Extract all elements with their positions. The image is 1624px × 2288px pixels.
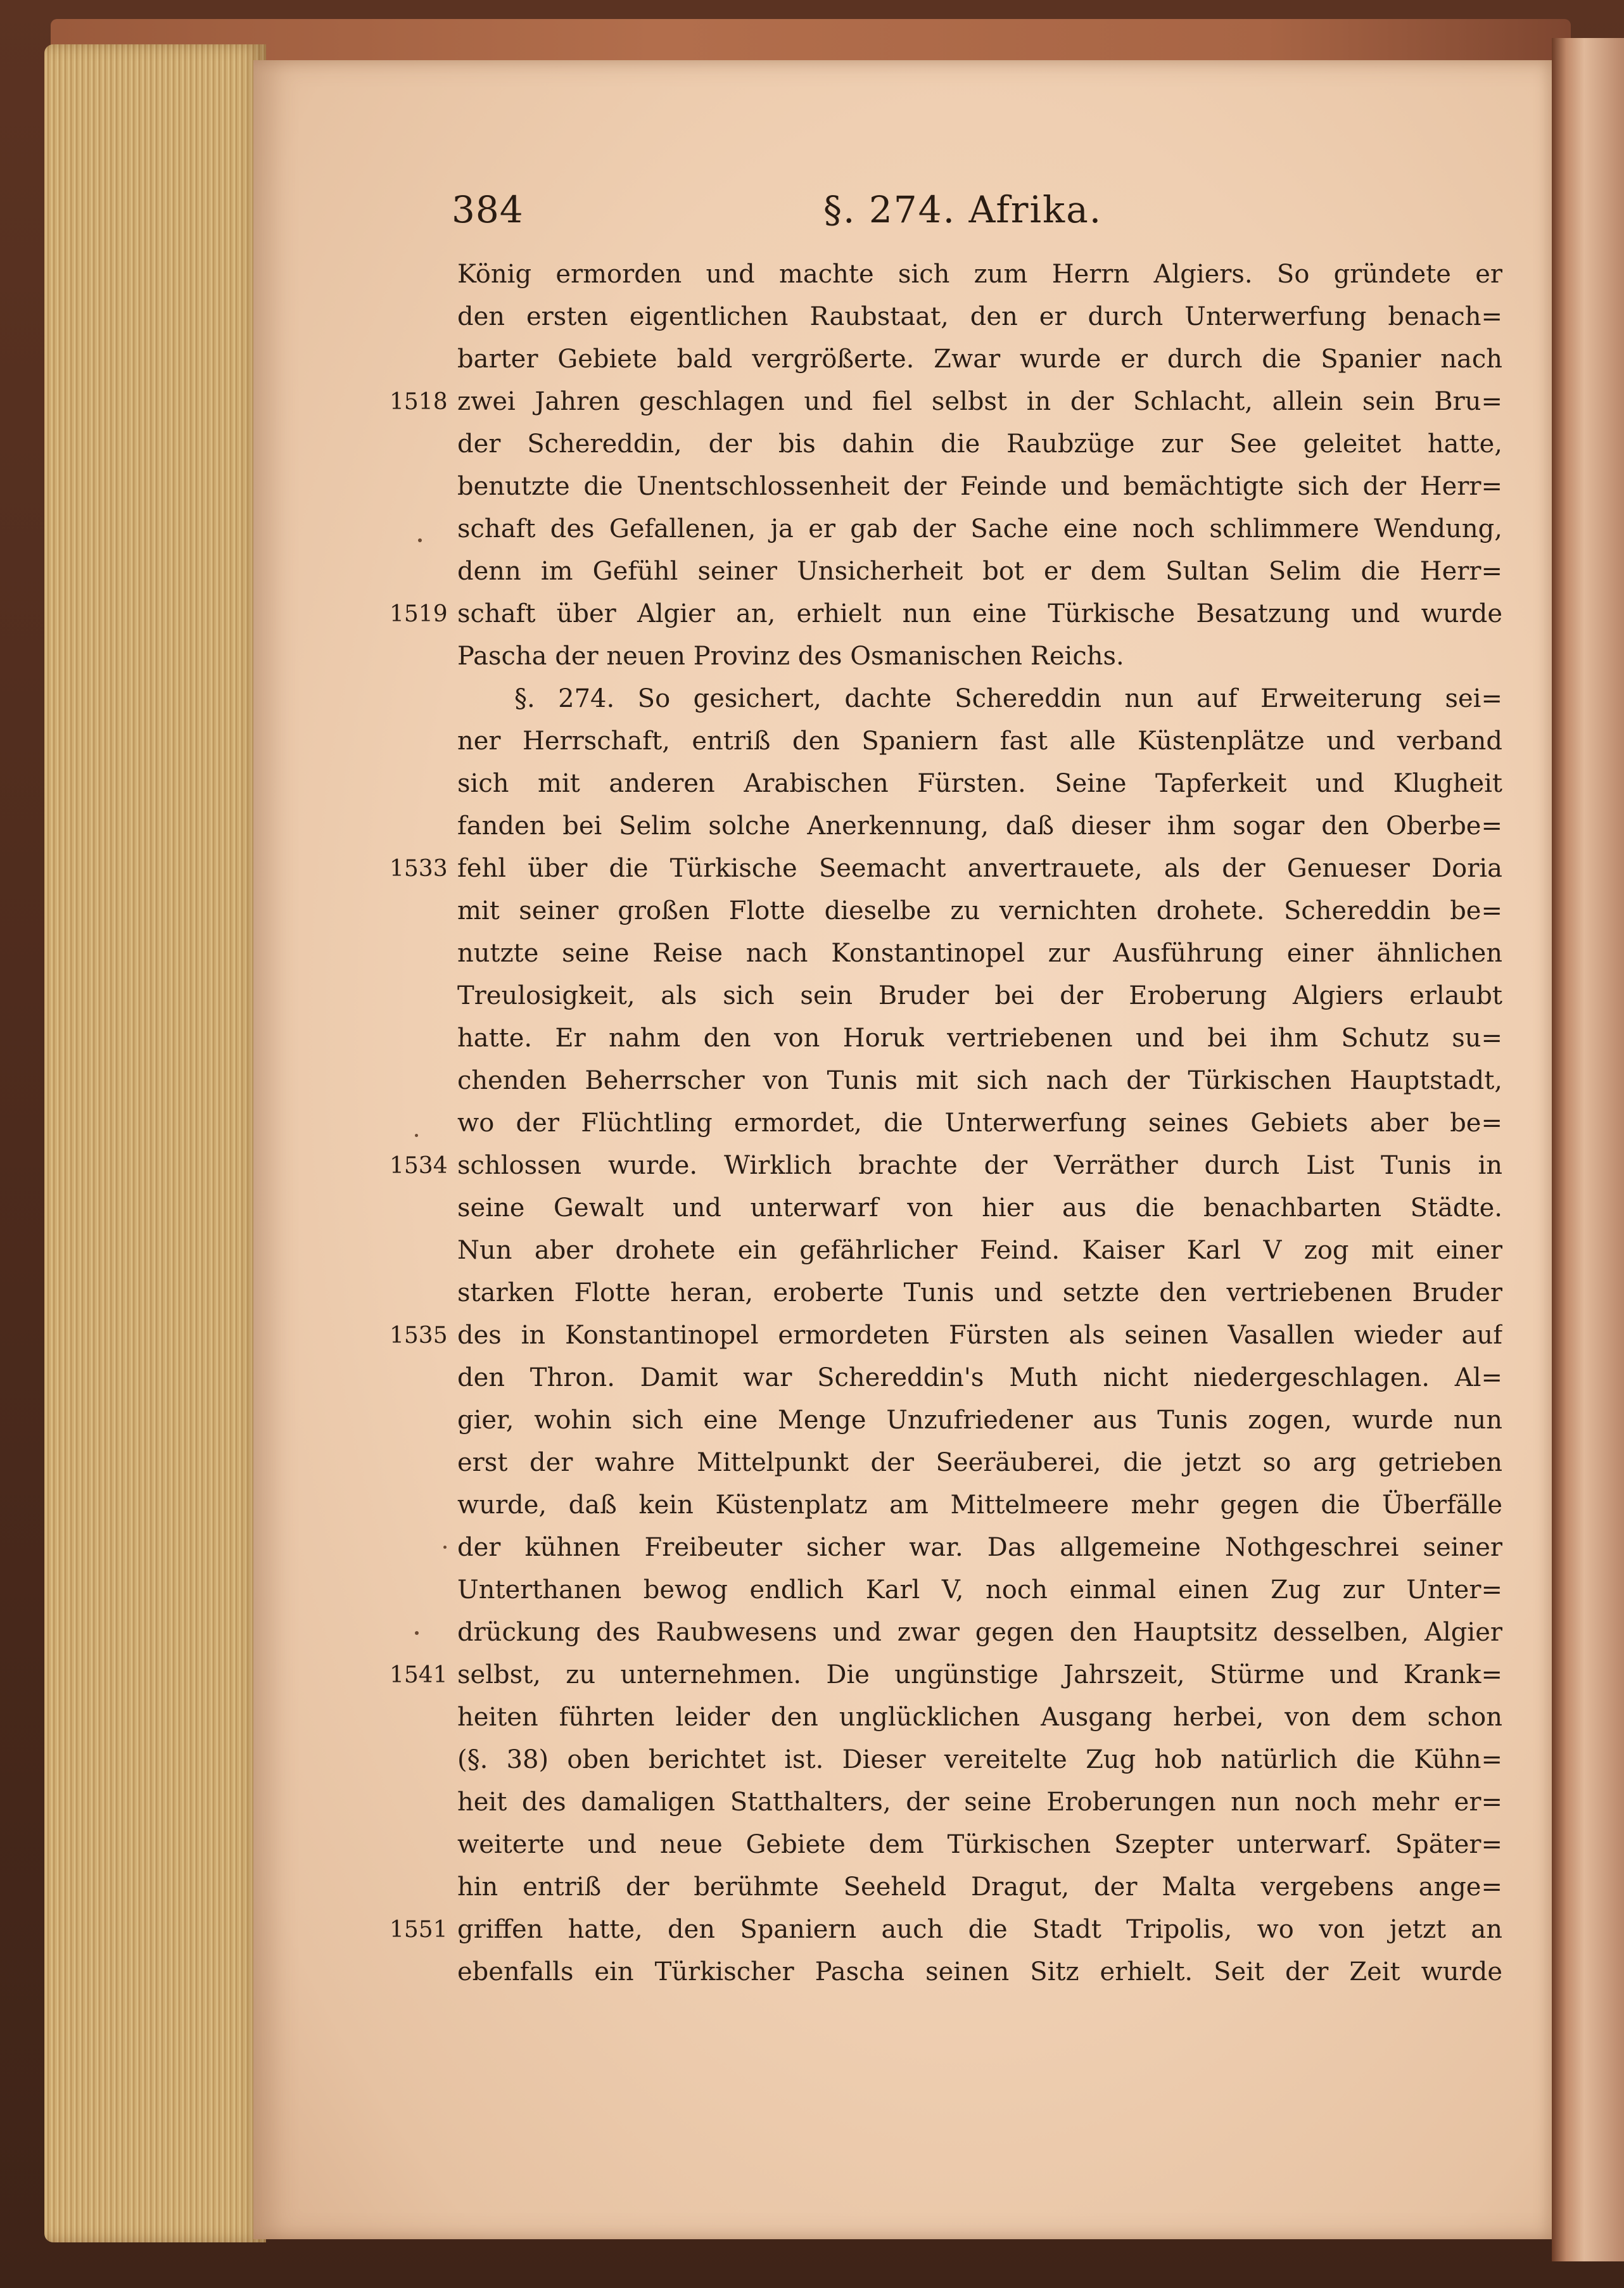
text-line: seine Gewalt und unterwarf von hier aus die benachbarten Städte. — [457, 1193, 1502, 1223]
text-line: den Thron. Damit war Schereddin's Muth nicht niedergeschlagen. Al= — [457, 1363, 1502, 1392]
text-line: denn im Gefühl seiner Unsicherheit bot er dem Sultan Selim die Herr= — [457, 557, 1502, 586]
text-line: ebenfalls ein Türkischer Pascha seinen Sitz erhielt. Seit der Zeit wurde — [457, 1957, 1502, 1986]
text-line: fehl über die Türkische Seemacht anvertrauete, als der Genueser Doria — [457, 854, 1502, 883]
text-line: selbst, zu unternehmen. Die ungünstige Jahrszeit, Stürme und Krank= — [457, 1660, 1502, 1689]
text-line: des in Konstantinopel ermordeten Fürsten als seinen Vasallen wieder auf — [457, 1321, 1502, 1350]
text-line: starken Flotte heran, eroberte Tunis und setzte den vertriebenen Bruder — [457, 1278, 1502, 1307]
text-line: erst der wahre Mittelpunkt der Seeräuberei, die jetzt so arg getrieben — [457, 1448, 1502, 1477]
page-header — [452, 188, 1503, 239]
margin-year: 1541 — [390, 1662, 448, 1688]
text-line: drückung des Raubwesens und zwar gegen den Hauptsitz desselben, Algier — [457, 1618, 1502, 1647]
paper-speck — [415, 1631, 419, 1635]
text-line: heit des damaligen Statthalters, der seine Eroberungen nun noch mehr er= — [457, 1788, 1502, 1817]
text-line: weiterte und neue Gebiete dem Türkischen Szepter unterwarf. Später= — [457, 1830, 1502, 1859]
running-head: §. 274. Afrika. — [823, 188, 1103, 231]
text-line: barter Gebiete bald vergrößerte. Zwar wurde er durch die Spanier nach — [457, 345, 1502, 374]
text-line: König ermorden und machte sich zum Herrn Algiers. So gründete er — [457, 260, 1502, 289]
text-line: wurde, daß kein Küstenplatz am Mittelmeere mehr gegen die Überfälle — [457, 1490, 1502, 1520]
text-line: griffen hatte, den Spaniern auch die Stadt Tripolis, wo von jetzt an — [457, 1915, 1502, 1944]
facing-page-edge — [1552, 38, 1624, 2261]
text-line: (§. 38) oben berichtet ist. Dieser vereitelte Zug hob natürlich die Kühn= — [457, 1745, 1502, 1774]
text-line: schaft über Algier an, erhielt nun eine Türkische Besatzung und wurde — [457, 599, 1502, 628]
margin-year: 1518 — [390, 389, 448, 415]
text-line: hin entriß der berühmte Seeheld Dragut, der Malta vergebens ange= — [457, 1872, 1502, 1902]
margin-year: 1534 — [390, 1153, 448, 1179]
text-line: fanden bei Selim solche Anerkennung, daß dieser ihm sogar den Oberbe= — [457, 811, 1502, 841]
paper-speck — [415, 1134, 418, 1137]
text-line: Nun aber drohete ein gefährlicher Feind. Kaiser Karl V zog mit einer — [457, 1236, 1502, 1265]
text-line: mit seiner großen Flotte dieselbe zu vernichten drohete. Schereddin be= — [457, 896, 1502, 925]
text-line: schlossen wurde. Wirklich brachte der Verräther durch List Tunis in — [457, 1151, 1502, 1180]
text-line: zwei Jahren geschlagen und fiel selbst in der Schlacht, allein sein Bru= — [457, 387, 1502, 416]
paper-speck — [443, 1546, 447, 1549]
text-line: hatte. Er nahm den von Horuk vertriebenen und bei ihm Schutz su= — [457, 1024, 1502, 1053]
margin-year: 1519 — [390, 601, 448, 627]
text-line: Pascha der neuen Provinz des Osmanischen Reichs. — [457, 642, 1124, 671]
page-number: 384 — [452, 188, 524, 231]
text-line: gier, wohin sich eine Menge Unzufriedener aus Tunis zogen, wurde nun — [457, 1406, 1502, 1435]
text-line: benutzte die Unentschlossenheit der Feinde und bemächtigte sich der Herr= — [457, 472, 1502, 501]
text-line: der kühnen Freibeuter sicher war. Das allgemeine Nothgeschrei seiner — [457, 1533, 1502, 1562]
body-text — [457, 253, 1502, 1993]
text-line: den ersten eigentlichen Raubstaat, den er durch Unterwerfung benach= — [457, 302, 1502, 331]
margin-year: 1535 — [390, 1323, 448, 1349]
text-line: Unterthanen bewog endlich Karl V, noch einmal einen Zug zur Unter= — [457, 1575, 1502, 1605]
text-line: nutzte seine Reise nach Konstantinopel zur Ausführung einer ähnlichen — [457, 939, 1502, 968]
margin-year: 1551 — [390, 1917, 448, 1943]
text-line: Treulosigkeit, als sich sein Bruder bei der Eroberung Algiers erlaubt — [457, 981, 1502, 1010]
text-line: heiten führten leider den unglücklichen Ausgang herbei, von dem schon — [457, 1703, 1502, 1732]
text-line: der Schereddin, der bis dahin die Raubzüge zur See geleitet hatte, — [457, 429, 1502, 459]
text-line: schaft des Gefallenen, ja er gab der Sache eine noch schlimmere Wendung, — [457, 514, 1502, 543]
margin-year: 1533 — [390, 856, 448, 882]
text-line: ner Herrschaft, entriß den Spaniern fast alle Küstenplätze und verband — [457, 727, 1502, 756]
text-line: §. 274. So gesichert, dachte Schereddin nun auf Erweiterung sei= — [514, 684, 1502, 713]
page-edges — [44, 44, 266, 2242]
text-line: wo der Flüchtling ermordet, die Unterwerfung seines Gebiets aber be= — [457, 1109, 1502, 1138]
text-line: chenden Beherrscher von Tunis mit sich nach der Türkischen Hauptstadt, — [457, 1066, 1502, 1095]
text-line: sich mit anderen Arabischen Fürsten. Seine Tapferkeit und Klugheit — [457, 769, 1502, 798]
paper-speck — [418, 538, 422, 542]
